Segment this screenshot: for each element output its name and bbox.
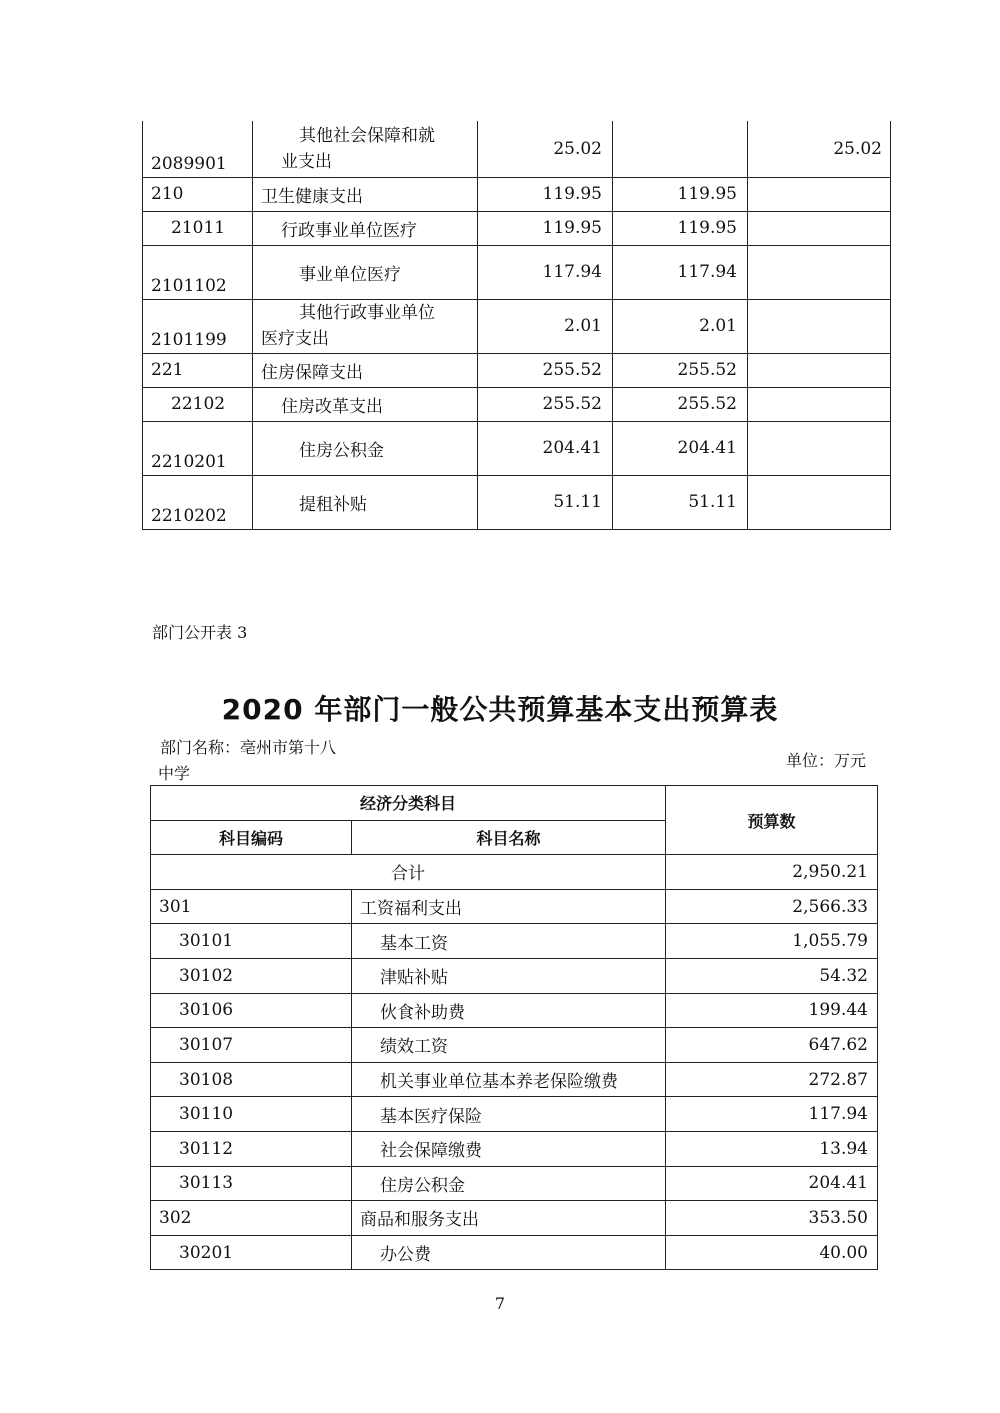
row-value: 54.32 <box>666 958 878 993</box>
row-value: 1,055.79 <box>666 924 878 959</box>
row-basic: 119.95 <box>613 177 748 211</box>
row-total: 119.95 <box>478 211 613 245</box>
row-value: 204.41 <box>666 1166 878 1201</box>
row-code: 2101199 <box>143 299 253 353</box>
table-row <box>151 993 878 1028</box>
row-total: 255.52 <box>478 353 613 387</box>
table-row <box>151 958 878 993</box>
total-label: 合计 <box>151 855 666 890</box>
table-row <box>151 1166 878 1201</box>
row-name <box>253 299 478 353</box>
row-name: 社会保障缴费 <box>352 1131 666 1166</box>
unit-label: 单位：万元 <box>786 751 867 770</box>
row-code: 2210201 <box>143 421 253 475</box>
table-row <box>151 1201 878 1236</box>
row-name-line: 业支出 <box>281 151 332 172</box>
row-total: 2.01 <box>478 299 613 353</box>
row-name: 住房保障支出 <box>253 353 478 387</box>
row-code: 221 <box>143 353 253 387</box>
row-total: 25.02 <box>478 121 613 177</box>
row-project <box>748 353 891 387</box>
row-basic: 117.94 <box>613 245 748 299</box>
row-name: 商品和服务支出 <box>352 1201 666 1236</box>
row-code: 30107 <box>151 1028 352 1063</box>
department-label-line: 中学 <box>158 764 191 783</box>
row-name: 基本医疗保险 <box>352 1097 666 1132</box>
section-label: 部门公开表 3 <box>152 623 248 642</box>
table-row <box>151 924 878 959</box>
row-value: 2,566.33 <box>666 889 878 924</box>
row-total: 119.95 <box>478 177 613 211</box>
row-name: 津贴补贴 <box>352 958 666 993</box>
table-row <box>151 889 878 924</box>
table-row <box>143 387 891 421</box>
row-total: 117.94 <box>478 245 613 299</box>
row-project <box>748 245 891 299</box>
row-code: 302 <box>151 1201 352 1236</box>
row-project <box>748 299 891 353</box>
row-name-line: 其他行政事业单位 <box>299 303 435 323</box>
table-row <box>143 299 891 353</box>
row-project: 25.02 <box>748 121 891 177</box>
table-row <box>143 121 891 177</box>
row-code: 2089901 <box>143 121 253 177</box>
row-name: 伙食补助费 <box>352 993 666 1028</box>
row-code: 30201 <box>151 1235 352 1270</box>
row-code: 30102 <box>151 958 352 993</box>
row-code: 2210202 <box>143 475 253 529</box>
row-project <box>748 177 891 211</box>
row-value: 13.94 <box>666 1131 878 1166</box>
row-total: 255.52 <box>478 387 613 421</box>
row-basic: 204.41 <box>613 421 748 475</box>
row-project <box>748 475 891 529</box>
row-code: 30113 <box>151 1166 352 1201</box>
row-basic: 255.52 <box>613 387 748 421</box>
row-code: 301 <box>151 889 352 924</box>
row-basic <box>613 121 748 177</box>
row-name-line: 其他社会保障和就 <box>299 125 435 146</box>
row-name: 住房公积金 <box>253 421 478 475</box>
table-row <box>143 421 891 475</box>
department-label-line: 部门名称：亳州市第十八 <box>160 738 337 757</box>
row-name: 提租补贴 <box>253 475 478 529</box>
header-code: 科目编码 <box>151 820 352 855</box>
row-name: 办公费 <box>352 1235 666 1270</box>
row-value: 272.87 <box>666 1062 878 1097</box>
table-row <box>151 1097 878 1132</box>
row-name: 行政事业单位医疗 <box>253 211 478 245</box>
row-name: 机关事业单位基本养老保险缴费 <box>352 1062 666 1097</box>
row-name <box>253 121 478 177</box>
row-code: 210 <box>143 177 253 211</box>
row-project <box>748 387 891 421</box>
row-basic: 2.01 <box>613 299 748 353</box>
row-name: 工资福利支出 <box>352 889 666 924</box>
page-number: 7 <box>494 1294 506 1313</box>
row-name: 绩效工资 <box>352 1028 666 1063</box>
row-name: 住房公积金 <box>352 1166 666 1201</box>
row-name-line: 医疗支出 <box>261 329 329 349</box>
table-header-row <box>151 786 878 821</box>
table-row <box>143 475 891 529</box>
row-code: 2101102 <box>143 245 253 299</box>
header-amount: 预算数 <box>666 786 878 855</box>
row-basic: 119.95 <box>613 211 748 245</box>
department-label <box>160 735 360 787</box>
table-row <box>151 1062 878 1097</box>
row-code: 30110 <box>151 1097 352 1132</box>
row-project <box>748 421 891 475</box>
row-name: 事业单位医疗 <box>253 245 478 299</box>
row-code: 30112 <box>151 1131 352 1166</box>
row-value: 647.62 <box>666 1028 878 1063</box>
row-name: 卫生健康支出 <box>253 177 478 211</box>
header-group: 经济分类科目 <box>151 786 666 821</box>
expenditure-table-continued <box>142 121 891 530</box>
basic-expenditure-table <box>150 785 878 1270</box>
table-row <box>151 1028 878 1063</box>
row-total: 204.41 <box>478 421 613 475</box>
row-name: 住房改革支出 <box>253 387 478 421</box>
table-row <box>151 1235 878 1270</box>
table-row <box>143 245 891 299</box>
row-value: 353.50 <box>666 1201 878 1236</box>
table-row <box>151 1131 878 1166</box>
row-value: 117.94 <box>666 1097 878 1132</box>
row-value: 199.44 <box>666 993 878 1028</box>
table-total-row <box>151 855 878 890</box>
row-basic: 51.11 <box>613 475 748 529</box>
row-code: 30101 <box>151 924 352 959</box>
row-code: 30108 <box>151 1062 352 1097</box>
table-row <box>143 353 891 387</box>
row-total: 51.11 <box>478 475 613 529</box>
row-name: 基本工资 <box>352 924 666 959</box>
header-name: 科目名称 <box>352 820 666 855</box>
row-code: 21011 <box>143 211 253 245</box>
row-code: 22102 <box>143 387 253 421</box>
total-value: 2,950.21 <box>666 855 878 890</box>
row-code: 30106 <box>151 993 352 1028</box>
table-row <box>143 177 891 211</box>
page-title: 2020 年部门一般公共预算基本支出预算表 <box>221 693 779 726</box>
table-row <box>143 211 891 245</box>
row-project <box>748 211 891 245</box>
row-basic: 255.52 <box>613 353 748 387</box>
row-value: 40.00 <box>666 1235 878 1270</box>
